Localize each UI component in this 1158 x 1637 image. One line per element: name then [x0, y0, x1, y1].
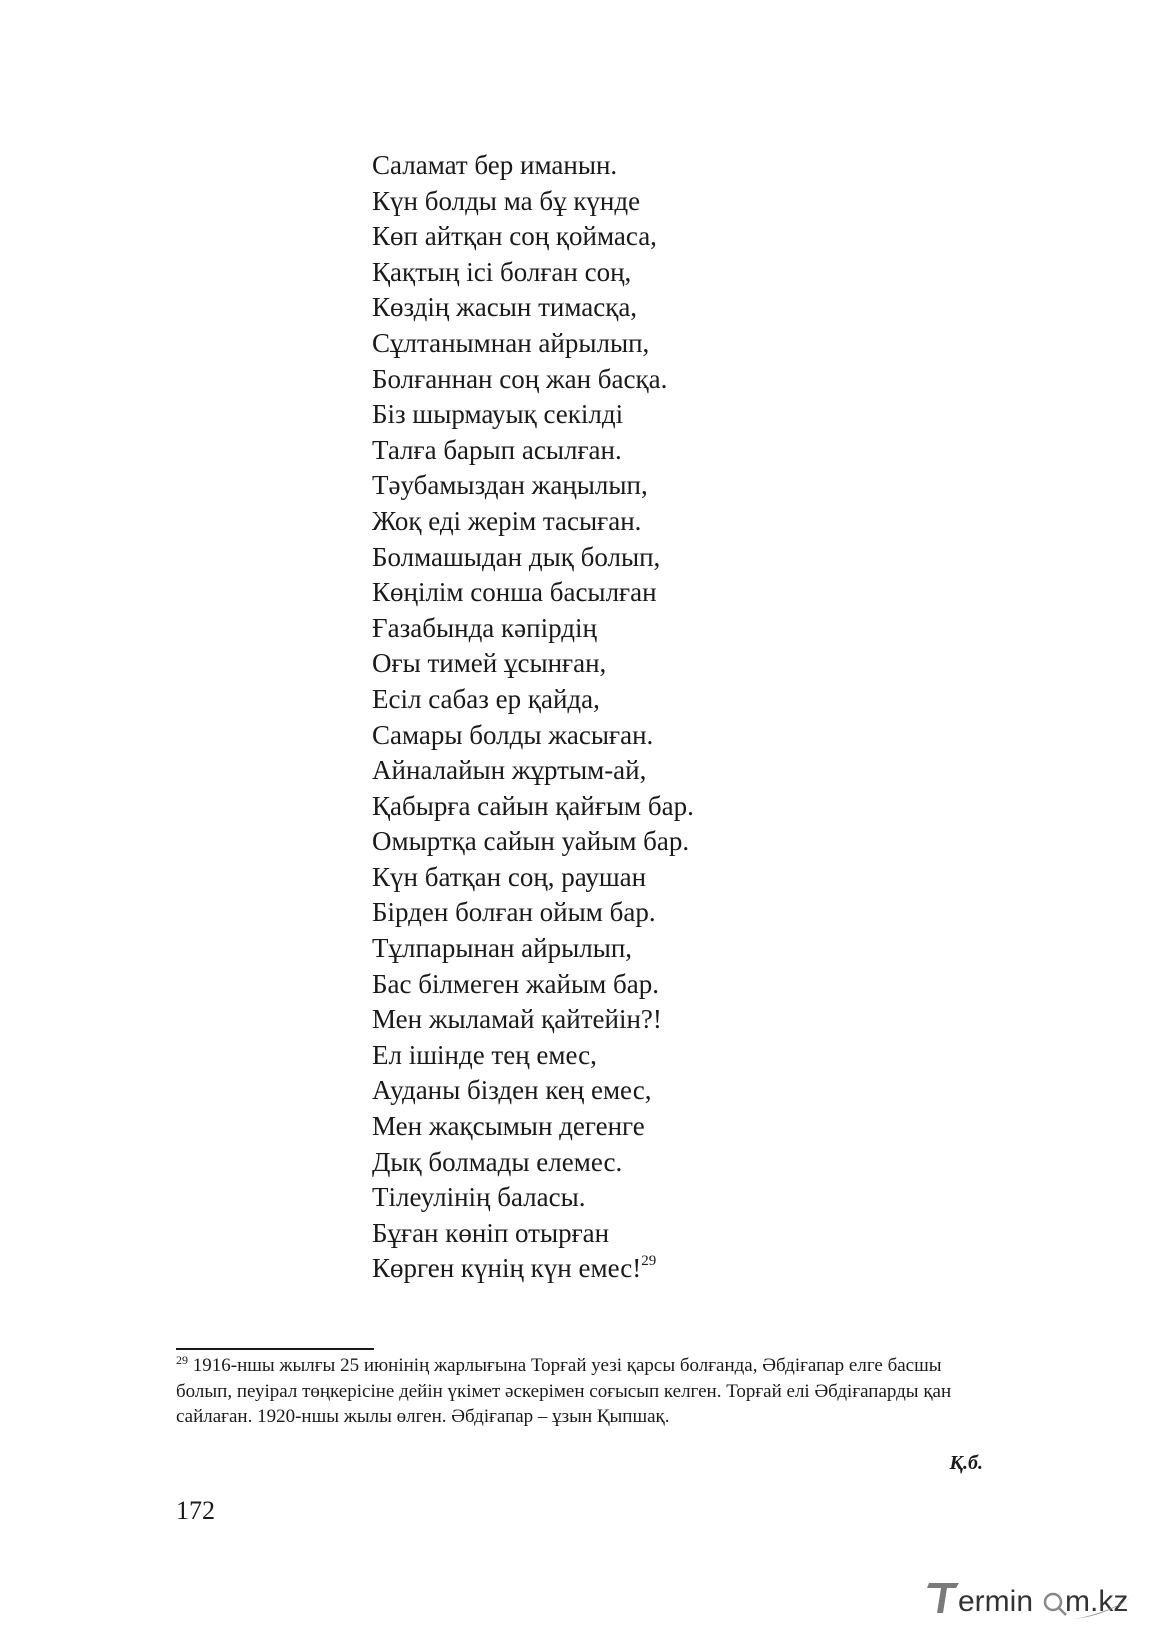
footnote-divider: [176, 1348, 374, 1350]
poem-line-text: Тәубамыздан жаңылып,: [372, 470, 648, 501]
poem-line-text: Тұлпарынан айрылып,: [372, 933, 633, 964]
footnote-text: 1916-ншы жылғы 25 июнінің жарлығына Торғай уезі қарсы болғанда, Әбдіғапар елге басшы болып, пеуірал төңкерісіне дейін үкімет әскерімен соғысып келген. Торғай елі Әбдіғапарды қан сайлаған. 1920-ншы жылы өлген. Әбдіғапар – ұзын Қыпшақ.: [176, 1355, 952, 1427]
poem-line-text: Мен жақсымын дегенге: [372, 1111, 645, 1142]
poem-line-text: Біз шырмауық секілді: [372, 399, 624, 430]
footnote-marker: 29: [176, 1353, 188, 1367]
poem-line-text: Көңілім сонша басылған: [372, 577, 657, 608]
poem-line: [372, 255, 932, 291]
poem-line: [372, 931, 932, 967]
poem-line-text: Қабырға сайын қайғым бар.: [372, 790, 694, 821]
poem-line-text: Қақтың ісі болған соң,: [372, 256, 632, 287]
poem-line-text: Оғы тимей ұсынған,: [372, 648, 607, 679]
poem-line: [372, 895, 932, 931]
poem-line-text: Талға барып асылған.: [372, 434, 622, 465]
poem-line: [372, 219, 932, 255]
poem-line-text: Болғаннан соң жан басқа.: [372, 363, 668, 394]
poem-line-text: Көп айтқан соң қоймаса,: [372, 221, 657, 252]
poem-line-text: Ауданы бізден кең емес,: [372, 1075, 652, 1106]
poem-line-text: Самары болды жасыған.: [372, 719, 654, 750]
poem: [372, 148, 932, 1287]
poem-line: [372, 326, 932, 362]
poem-line-text: Сұлтанымнан айрылып,: [372, 327, 650, 358]
poem-line-text: Тілеулінің баласы.: [372, 1182, 586, 1213]
poem-line: [372, 967, 932, 1003]
poem-line-text: Күн болды ма бұ күнде: [372, 185, 641, 216]
poem-line: [372, 504, 932, 540]
footnote: [176, 1353, 956, 1430]
poem-line-text: Дық болмады елемес.: [372, 1146, 623, 1177]
poem-line: [372, 860, 932, 896]
footnote-reference: 29: [641, 1253, 657, 1270]
poem-line: [372, 646, 932, 682]
poem-line: [372, 789, 932, 825]
watermark-text-2: m.kz: [1065, 1585, 1129, 1618]
poem-line: [372, 1038, 932, 1074]
poem-line: [372, 290, 932, 326]
page-number: 172: [176, 1496, 215, 1525]
poem-line-text: Саламат бер иманын.: [372, 150, 618, 180]
poem-line: [372, 1002, 932, 1038]
poem-line-text: Бас білмеген жайым бар.: [372, 968, 659, 999]
poem-line: [372, 1251, 932, 1287]
watermark-logo: [925, 1575, 1140, 1623]
poem-line: [372, 753, 932, 789]
poem-line-text: Күн батқан соң, раушан: [372, 861, 647, 892]
poem-line: [372, 540, 932, 576]
poem-line-text: Көздің жасын тимасқа,: [372, 292, 638, 323]
poem-line-text: Ел ішінде тең емес,: [372, 1039, 597, 1070]
poem-line-text: Мен жыламай қайтейін?!: [372, 1004, 662, 1035]
poem-line: [372, 1073, 932, 1109]
poem-line: [372, 1216, 932, 1252]
poem-line: [372, 362, 932, 398]
signature: Қ.б.: [949, 1452, 983, 1474]
poem-line: [372, 468, 932, 504]
poem-line: [372, 611, 932, 647]
poem-line: [372, 184, 932, 220]
poem-line: [372, 682, 932, 718]
poem-line-text: Есіл сабаз ер қайда,: [372, 683, 600, 714]
poem-line-text: Бірден болған ойым бар.: [372, 897, 656, 928]
termincom-logo-icon: [925, 1575, 1140, 1623]
poem-line-text: Айналайын жұртым-ай,: [372, 755, 647, 786]
poem-line-text: Болмашыдан дық болып,: [372, 541, 661, 572]
poem-line: [372, 575, 932, 611]
poem-line: [372, 1180, 932, 1216]
poem-line-text: Ғазабында кәпірдің: [372, 612, 597, 643]
poem-line: [372, 718, 932, 754]
poem-line: [372, 824, 932, 860]
poem-line-text: Көрген күнің күн емес!: [372, 1253, 642, 1284]
poem-line: [372, 148, 932, 184]
poem-line: [372, 397, 932, 433]
poem-line: [372, 433, 932, 469]
poem-line-text: Жоқ еді жерім тасыған.: [372, 505, 642, 536]
poem-line: [372, 1109, 932, 1145]
poem-line-text: Бұған көніп отырған: [372, 1217, 610, 1248]
poem-line: [372, 1145, 932, 1181]
poem-line-text: Омыртқа сайын уайым бар.: [372, 826, 690, 857]
watermark-text-1: ermin: [958, 1585, 1034, 1618]
